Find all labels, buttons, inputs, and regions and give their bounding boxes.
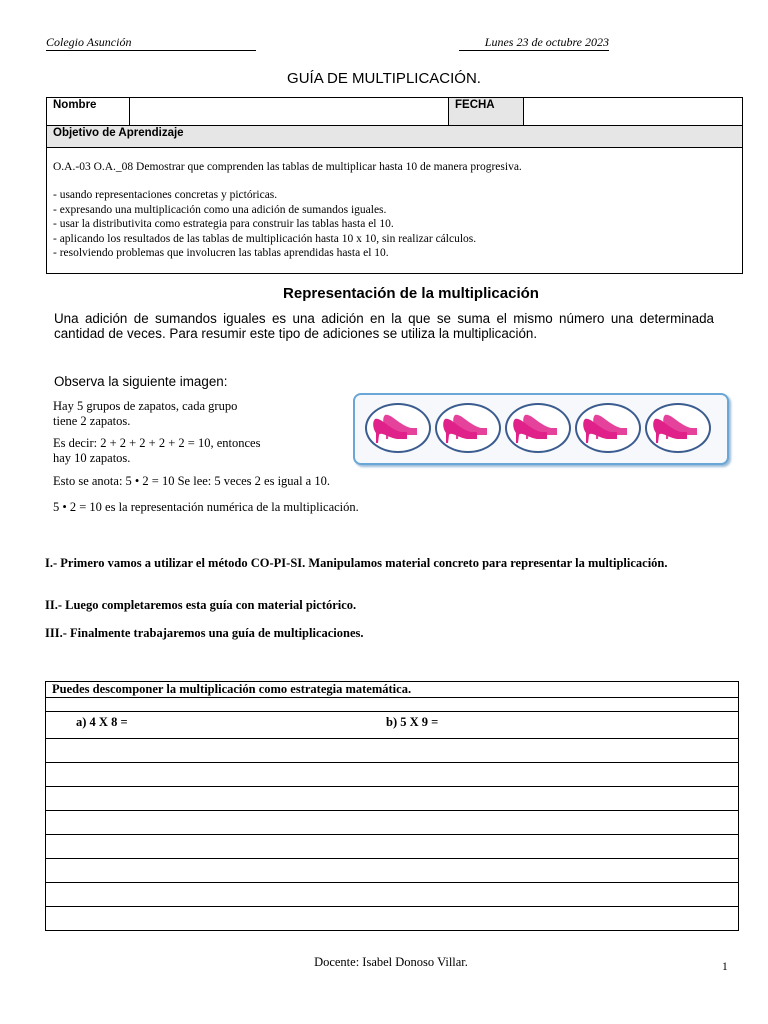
exercise-table	[45, 681, 739, 931]
answer-row[interactable]	[46, 859, 739, 883]
answer-row[interactable]	[46, 787, 739, 811]
groups-line-1: Hay 5 grupos de zapatos, cada grupo	[53, 399, 238, 413]
exercise-row[interactable]	[46, 698, 739, 712]
name-field[interactable]	[130, 98, 449, 126]
page-title: GUÍA DE MULTIPLICACIÓN.	[287, 70, 481, 87]
decir-line-1: Es decir: 2 + 2 + 2 + 2 + 2 = 10, entonces	[53, 436, 261, 450]
step-1: I.- Primero vamos a utilizar el método CO-PI-SI. Manipulamos material concreto para representar la multiplicación.	[45, 556, 668, 570]
date-field[interactable]	[524, 98, 743, 126]
teacher-name: Docente: Isabel Donoso Villar.	[314, 955, 468, 969]
exercise-b[interactable]: b) 5 X 9 =	[386, 712, 739, 739]
school-name: Colegio Asunción	[46, 35, 256, 51]
answer-row[interactable]	[46, 811, 739, 835]
objective-label: Objetivo de Aprendizaje	[47, 126, 743, 148]
objective-bullet: - expresando una multiplicación como una adición de sumandos iguales.	[53, 203, 387, 216]
answer-row[interactable]	[46, 835, 739, 859]
groups-line-2: tiene 2 zapatos.	[53, 414, 131, 428]
groups-text	[53, 399, 237, 429]
shoe-group	[575, 403, 641, 453]
answer-row[interactable]	[46, 763, 739, 787]
objective-bullet: - aplicando los resultados de las tablas de multiplicación hasta 10 x 10, sin realizar cálculos.	[53, 232, 477, 245]
decir-line-2: hay 10 zapatos.	[53, 451, 131, 465]
answer-row[interactable]	[46, 883, 739, 907]
numeric-text: 5 • 2 = 10 es la representación numérica de la multiplicación.	[53, 500, 359, 514]
objective-bullet: - usar la distributivita como estrategia para construir las tablas hasta el 10.	[53, 218, 394, 231]
objective-bullet: - resolviendo problemas que involucren las tablas aprendidas hasta el 10.	[53, 247, 389, 260]
answer-row[interactable]	[46, 907, 739, 931]
intro-paragraph: Una adición de sumandos iguales es una adición en la que se suma el mismo número una determinada cantidad de veces. Para resumir este tipo de adiciones se utiliza la multiplicación.	[54, 311, 714, 341]
shoe-group	[435, 403, 501, 453]
exercise-heading: Puedes descomponer la multiplicación como estrategia matemática.	[46, 682, 739, 698]
objective-main: O.A.-03 O.A._08 Demostrar que comprenden las tablas de multiplicar hasta 10 de manera progresiva.	[53, 161, 522, 173]
shoe-icon	[367, 405, 429, 451]
step-3: III.- Finalmente trabajaremos una guía de multiplicaciones.	[45, 626, 364, 640]
anota-text: Esto se anota: 5 • 2 = 10 Se lee: 5 veces 2 es igual a 10.	[53, 474, 330, 488]
header-date: Lunes 23 de octubre 2023	[459, 35, 609, 51]
shoe-groups-image	[353, 393, 729, 465]
exercise-a[interactable]: a) 4 X 8 =	[46, 712, 387, 739]
date-label: FECHA	[449, 98, 524, 126]
decir-text	[53, 436, 260, 466]
answer-row[interactable]	[46, 739, 739, 763]
shoe-icon	[437, 405, 499, 451]
section-title: Representación de la multiplicación	[283, 285, 539, 302]
shoe-icon	[577, 405, 639, 451]
objective-text	[47, 148, 743, 274]
step-2: II.- Luego completaremos esta guía con material pictórico.	[45, 598, 357, 612]
objective-bullet: - usando representaciones concretas y pictóricas.	[53, 189, 278, 202]
name-label: Nombre	[47, 98, 130, 126]
observe-label: Observa la siguiente imagen:	[54, 374, 228, 389]
page-number: 1	[722, 961, 728, 973]
shoe-icon	[647, 405, 709, 451]
shoe-icon	[507, 405, 569, 451]
shoe-group	[505, 403, 571, 453]
shoe-group	[645, 403, 711, 453]
info-table	[46, 97, 743, 274]
shoe-group	[365, 403, 431, 453]
